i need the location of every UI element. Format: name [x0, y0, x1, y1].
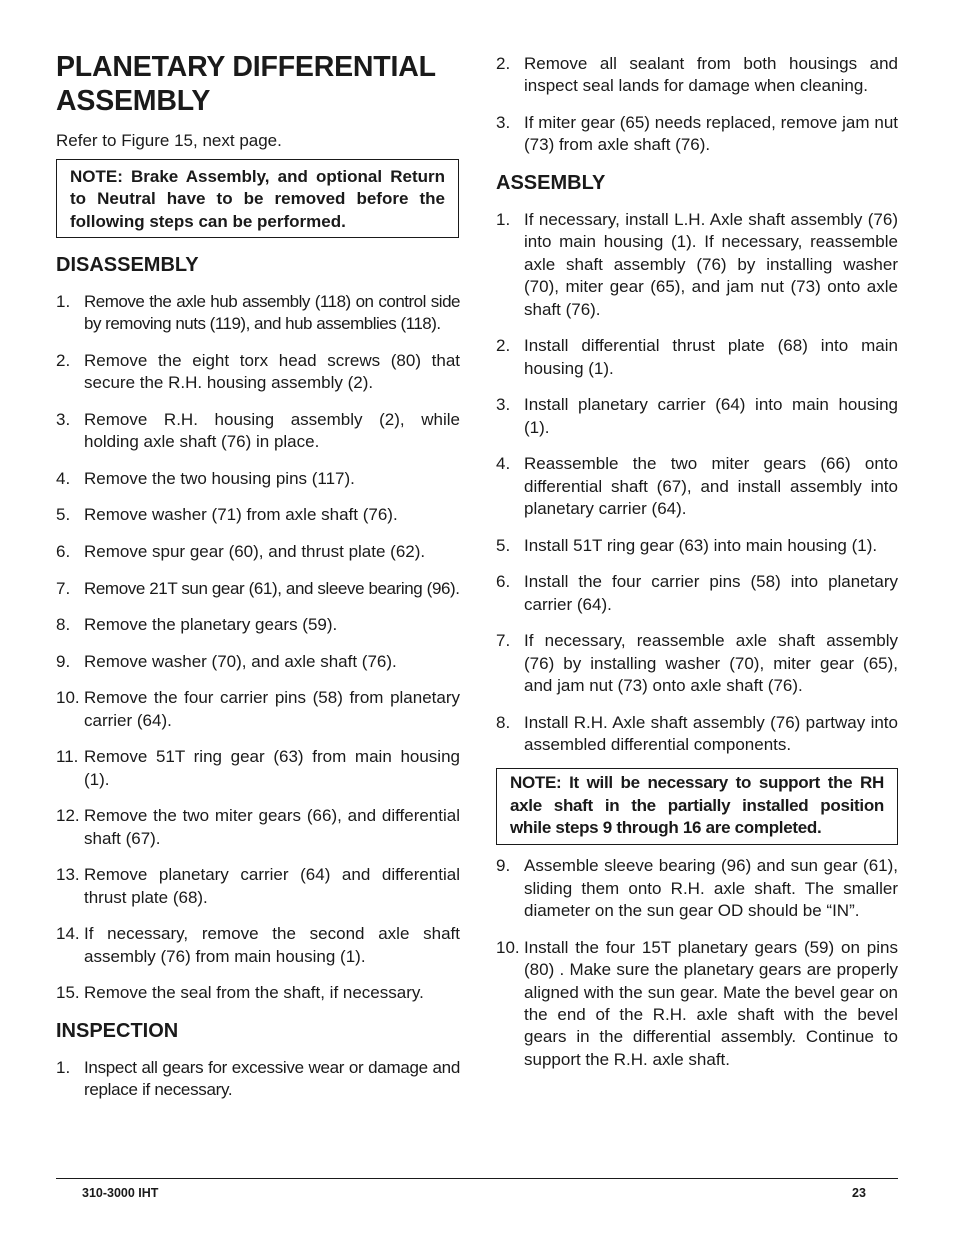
disassembly-heading: DISASSEMBLY	[56, 253, 199, 276]
list-item	[496, 712, 898, 757]
list-item	[56, 291, 460, 336]
step-number: 9.	[56, 651, 71, 671]
inspection-heading: INSPECTION	[56, 1020, 179, 1043]
assembly-steps-continued	[496, 855, 898, 1071]
list-item	[496, 112, 898, 157]
disassembly-steps	[56, 291, 460, 1005]
step-number: 1.	[56, 1058, 71, 1078]
list-item	[496, 209, 898, 321]
step-number: 6.	[496, 572, 511, 592]
step-number: 13.	[56, 865, 80, 885]
list-item	[56, 687, 460, 732]
list-item	[56, 578, 460, 600]
step-text: If miter gear (65) needs replaced, remove jam nut (73) from axle shaft (76).	[524, 113, 898, 155]
step-text: Remove 51T ring gear (63) from main housing (1).	[84, 747, 460, 789]
step-number: 6.	[56, 542, 71, 562]
step-number: 8.	[56, 615, 71, 635]
right-column	[496, 0, 898, 1085]
step-text: Remove the seal from the shaft, if necessary.	[84, 983, 424, 1003]
step-number: 3.	[496, 395, 511, 415]
list-item	[496, 630, 898, 697]
list-item	[56, 805, 460, 850]
list-item	[496, 53, 898, 98]
step-number: 8.	[496, 712, 511, 732]
step-number: 7.	[56, 578, 71, 598]
step-text: Inspect all gears for excessive wear or damage and replace if necessary.	[84, 1058, 460, 1100]
list-item	[496, 571, 898, 616]
list-item	[56, 923, 460, 968]
step-number: 1.	[56, 291, 71, 311]
step-number: 3.	[56, 409, 71, 429]
page-number: 23	[852, 1186, 866, 1200]
step-text: Remove R.H. housing assembly (2), while holding axle shaft (76) in place.	[84, 409, 460, 452]
list-item	[496, 394, 898, 439]
step-text: Remove spur gear (60), and thrust plate (62).	[84, 542, 426, 562]
step-number: 4.	[56, 468, 71, 488]
list-item	[56, 1057, 460, 1102]
step-text: Remove washer (71) from axle shaft (76).	[84, 505, 398, 525]
step-text: If necessary, remove the second axle shaft assembly (76) from main housing (1).	[84, 924, 460, 966]
step-number: 12.	[56, 806, 80, 826]
step-text: Remove the planetary gears (59).	[84, 615, 338, 635]
support-note-box: NOTE: It will be necessary to support the RH axle shaft in the partially installed position while steps 9 through 16 are completed.	[496, 768, 898, 845]
page-title-line2: ASSEMBLY	[56, 85, 211, 117]
step-number: 14.	[56, 924, 80, 944]
step-number: 3.	[496, 113, 511, 132]
step-number: 1.	[496, 210, 511, 229]
list-item	[56, 864, 460, 909]
step-text: Remove the four carrier pins (58) from planetary carrier (64).	[84, 688, 460, 730]
assembly-heading: ASSEMBLY	[496, 172, 606, 194]
step-text: Reassemble the two miter gears (66) onto differential shaft (67), and install assembly into planetary carrier (64).	[524, 454, 898, 519]
list-item	[56, 614, 460, 636]
step-text: If necessary, reassemble axle shaft assembly (76) by installing washer (70), miter gear (65), and jam nut (73) onto axle shaft (76).	[524, 631, 898, 696]
step-text: Install differential thrust plate (68) into main housing (1).	[524, 336, 898, 378]
step-number: 5.	[496, 535, 511, 555]
step-text: Install planetary carrier (64) into main housing (1).	[524, 395, 898, 437]
step-number: 2.	[496, 54, 511, 73]
list-item	[56, 468, 460, 490]
step-number: 10.	[496, 937, 520, 957]
step-number: 2.	[496, 336, 511, 356]
step-text: Remove washer (70), and axle shaft (76).	[84, 651, 397, 671]
document-number: 310-3000 IHT	[82, 1186, 159, 1200]
inspection-steps-right	[496, 53, 898, 157]
page-title-line1: PLANETARY DIFFERENTIAL	[56, 51, 436, 83]
assembly-steps	[496, 209, 898, 756]
step-text: If necessary, install L.H. Axle shaft assembly (76) into main housing (1). If necessary, reassemble axle shaft assembly (76) by installing washer (70), miter gear (65), and jam nut (73) onto axle shaft (76).	[524, 210, 898, 319]
step-number: 10.	[56, 688, 80, 708]
list-item	[496, 335, 898, 380]
step-number: 9.	[496, 856, 511, 876]
step-text: Remove the two housing pins (117).	[84, 468, 355, 488]
list-item	[56, 746, 460, 791]
inspection-steps-left	[56, 1057, 460, 1102]
list-item	[56, 350, 460, 395]
step-text: Assemble sleeve bearing (96) and sun gear (61), sliding them onto R.H. axle shaft. The smaller diameter on the sun gear OD should be “IN”.	[524, 856, 898, 921]
left-column	[56, 0, 460, 1116]
step-number: 4.	[496, 454, 511, 474]
step-text: Install the four 15T planetary gears (59) on pins (80) . Make sure the planetary gears are properly aligned with the sun gear. Mate the bevel gear on the end of the R.H. axle shaft with the bevel gears in the differential assembly. Continue to support the R.H. axle shaft.	[524, 937, 898, 1069]
step-text: Remove all sealant from both housings and inspect seal lands for damage when cleaning.	[524, 54, 898, 96]
step-text: Install the four carrier pins (58) into planetary carrier (64).	[524, 572, 898, 614]
list-item	[496, 855, 898, 922]
list-item	[496, 453, 898, 520]
step-text: Install R.H. Axle shaft assembly (76) partway into assembled differential components.	[524, 712, 898, 755]
step-number: 15.	[56, 983, 80, 1003]
brake-note-box: NOTE: Brake Assembly, and optional Return to Neutral have to be removed before the following steps can be performed.	[56, 159, 459, 238]
step-number: 5.	[56, 505, 71, 525]
step-text: Install 51T ring gear (63) into main housing (1).	[524, 535, 878, 555]
list-item	[56, 504, 460, 526]
step-text: Remove the two miter gears (66), and differential shaft (67).	[84, 806, 460, 848]
list-item	[56, 982, 460, 1004]
list-item	[496, 535, 898, 557]
figure-reference: Refer to Figure 15, next page.	[56, 131, 282, 150]
list-item	[56, 409, 460, 454]
step-number: 7.	[496, 631, 511, 651]
step-text: Remove the axle hub assembly (118) on control side by removing nuts (119), and hub assemblies (118).	[84, 291, 460, 334]
list-item	[56, 651, 460, 673]
list-item	[496, 937, 898, 1071]
list-item	[56, 541, 460, 563]
step-number: 2.	[56, 350, 71, 370]
step-text: Remove the eight torx head screws (80) that secure the R.H. housing assembly (2).	[84, 350, 460, 393]
step-text: Remove planetary carrier (64) and differential thrust plate (68).	[84, 865, 460, 907]
footer-divider	[56, 1178, 898, 1179]
step-number: 11.	[56, 747, 79, 767]
page-title	[56, 50, 460, 118]
step-text: Remove 21T sun gear (61), and sleeve bearing (96).	[84, 578, 460, 598]
